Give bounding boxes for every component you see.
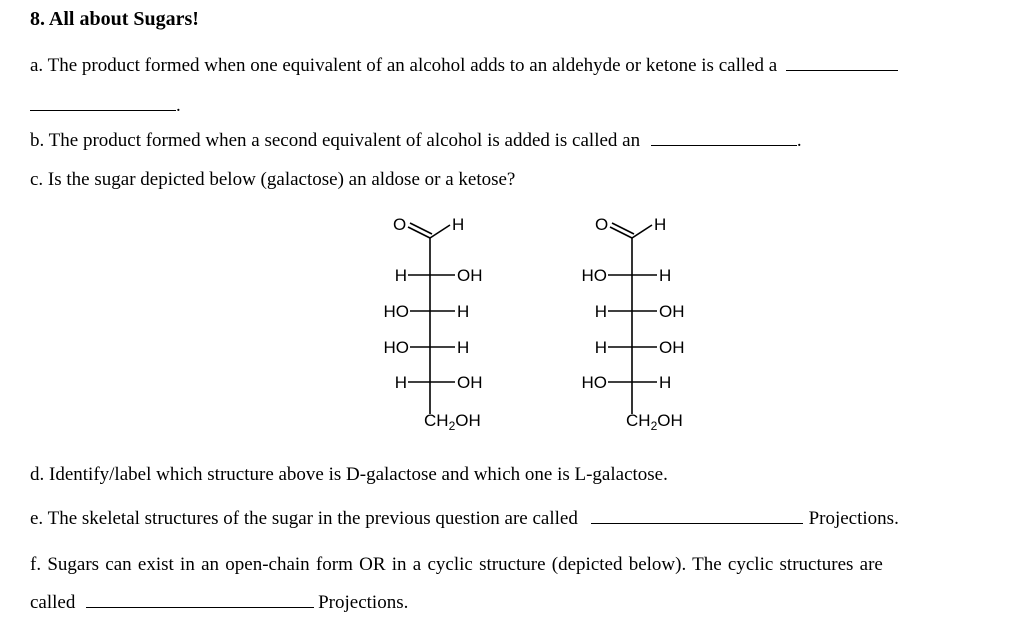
fischer-structure-left: [384, 215, 483, 433]
question-f-text: f. Sugars can exist in an open-chain form OR in a cyclic structure (depicted below). The cyclic structures are: [30, 554, 883, 575]
question-b-end: .: [796, 130, 802, 151]
right-row2-right: OH: [659, 302, 685, 321]
fischer-structure-right: [582, 215, 685, 433]
left-row3-left: HO: [383, 338, 409, 357]
question-e-text: e. The skeletal structures of the sugar in the previous question are called: [30, 508, 578, 529]
question-a-end: .: [176, 95, 181, 116]
right-ch2oh-label: $CH_2OH$: [626, 411, 683, 433]
left-row4-right: OH: [457, 373, 483, 392]
section-title: 8. All about Sugars!: [30, 8, 199, 30]
right-row3-left: H: [594, 338, 607, 357]
right-row4-right: H: [659, 373, 672, 392]
right-row3-right: OH: [659, 338, 685, 357]
question-e-end: Projections.: [808, 508, 899, 529]
left-row4-left: H: [394, 373, 407, 392]
right-row1-right: H: [659, 266, 672, 285]
left-ch2oh-label: $CH_2OH$: [424, 411, 481, 433]
question-d: [30, 464, 668, 486]
question-f-text2: called: [30, 592, 76, 613]
left-row1-left: H: [394, 266, 407, 285]
question-f: [30, 554, 883, 576]
right-row2-left: H: [594, 302, 607, 321]
answer-blank-e[interactable]: [591, 522, 803, 524]
question-f-end: Projections.: [318, 592, 409, 613]
right-aldehyde-o: O: [595, 215, 609, 234]
answer-blank-f[interactable]: [86, 606, 314, 608]
left-row2-left: HO: [383, 302, 409, 321]
left-aldehyde-h: H: [452, 215, 465, 234]
question-a-text: a. The product formed when one equivalent of an alcohol adds to an aldehyde or ketone is called a: [30, 55, 778, 76]
right-aldehyde-h: H: [654, 215, 667, 234]
question-c-text: c. Is the sugar depicted below (galactose) an aldose or a ketose?: [30, 169, 516, 190]
question-e: [30, 508, 899, 530]
right-row1-left: HO: [581, 266, 607, 285]
left-row1-right: OH: [457, 266, 483, 285]
question-d-text: d. Identify/label which structure above is D-galactose and which one is L-galactose.: [30, 464, 668, 485]
right-row4-left: HO: [581, 373, 607, 392]
question-f-continuation: [30, 592, 408, 614]
left-aldehyde-o: O: [393, 215, 407, 234]
left-row2-right: H: [457, 302, 470, 321]
left-row3-right: H: [457, 338, 470, 357]
question-b-text: b. The product formed when a second equivalent of alcohol is added is called an: [30, 130, 641, 151]
